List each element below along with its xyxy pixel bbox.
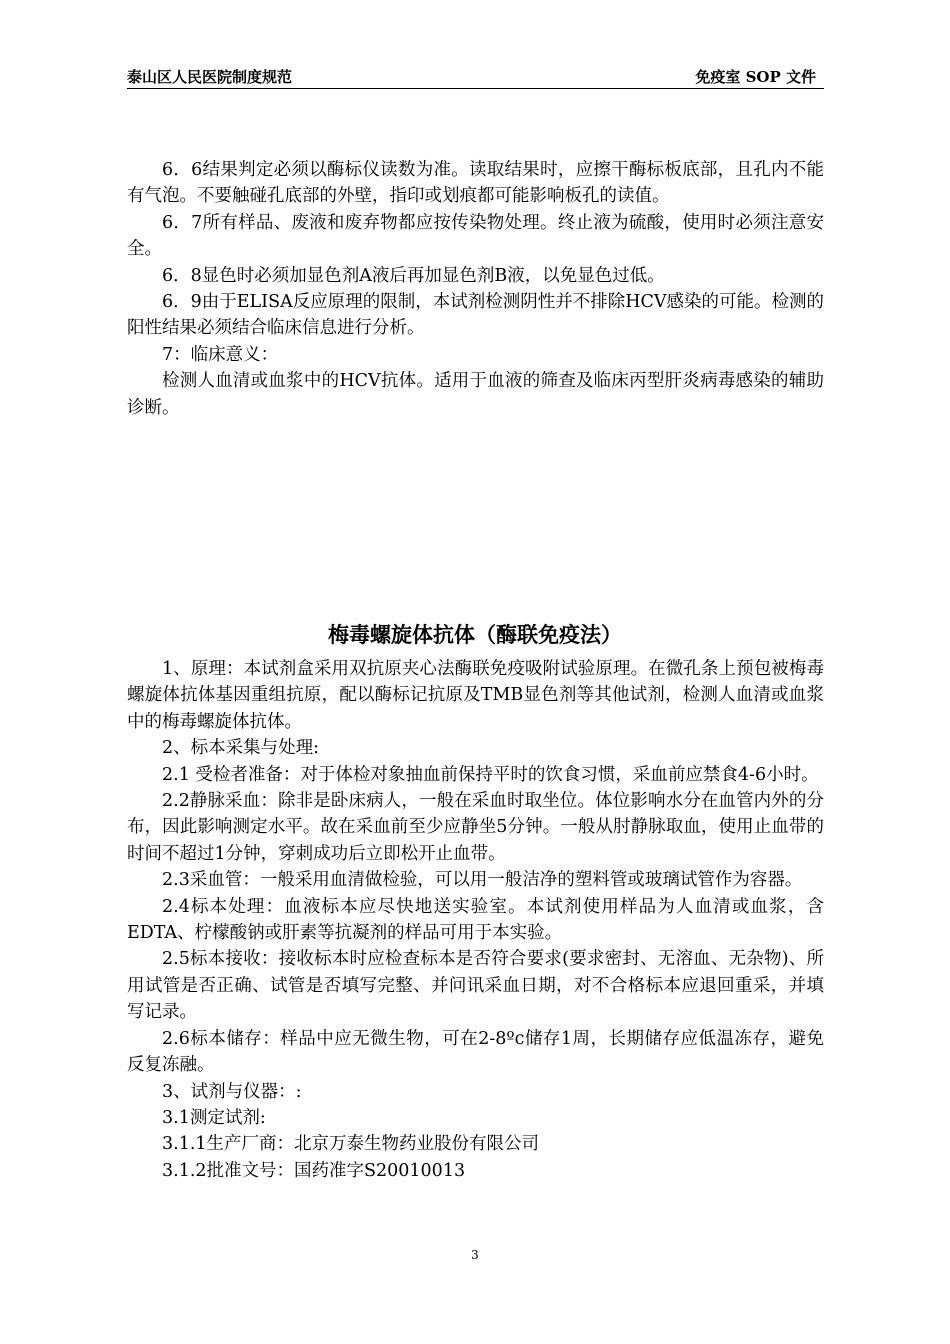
paragraph: 2.4标本处理：血液标本应尽快地送实验室。本试剂使用样品为人血清或血浆，含EDTA、柠檬酸钠或肝素等抗凝剂的样品可用于本实验。 bbox=[127, 896, 824, 944]
paragraph: 3.1.2批准文号：国药准字S20010013 bbox=[162, 1160, 466, 1181]
paragraph: 2、标本采集与处理: bbox=[162, 738, 320, 759]
section-title: 梅毒螺旋体抗体（酶联免疫法） bbox=[328, 623, 622, 647]
header-org-name: 泰山区人民医院制度规范 bbox=[127, 68, 293, 86]
paragraph: 3.1.1生产厂商：北京万泰生物药业股份有限公司 bbox=[162, 1134, 540, 1155]
paragraph: 6．9由于ELISA反应原理的限制，本试剂检测阴性并不排除HCV感染的可能。检测的阳性结果必须结合临床信息进行分析。 bbox=[127, 292, 824, 339]
paragraph: 6．7所有样品、废液和废弃物都应按传染物处理。终止液为硫酸，使用时必须注意安全。 bbox=[127, 212, 824, 260]
page-header bbox=[127, 64, 824, 89]
paragraph: 6．6结果判定必须以酶标仪读数为准。读取结果时，应擦干酶标板底部，且孔内不能有气泡。不要触碰孔底部的外壁，指印或划痕都可能影响板孔的读值。 bbox=[127, 160, 824, 207]
page-number: 3 bbox=[471, 1248, 479, 1262]
paragraph: 2.1 受检者准备：对于体检对象抽血前保持平时的饮食习惯，采血前应禁食4-6小时。 bbox=[162, 764, 819, 785]
paragraph: 6．8显色时必须加显色剂A液后再加显色剂B液，以免显色过低。 bbox=[162, 265, 665, 286]
paragraph: 7：临床意义： bbox=[162, 344, 279, 365]
paragraph: 1、原理：本试剂盒采用双抗原夹心法酶联免疫吸附试验原理。在微孔条上预包被梅毒螺旋体抗体基因重组抗原，配以酶标记抗原及TMB显色剂等其他试剂，检测人血清或血浆中的梅毒螺旋体抗体。 bbox=[127, 659, 824, 732]
paragraph: 3.1测定试剂: bbox=[162, 1107, 266, 1128]
paragraph: 2.5标本接收：接收标本时应检查标本是否符合要求(要求密封、无溶血、无杂物)、所用试管是否正确、试管是否填写完整、并问讯采血日期，对不合格标本应退回重采，并填写记录。 bbox=[127, 949, 824, 1023]
paragraph: 3、试剂与仪器：: bbox=[162, 1081, 302, 1102]
paragraph: 2.3采血管：一般采用血清做检验，可以用一般洁净的塑料管或玻璃试管作为容器。 bbox=[162, 870, 803, 891]
section-syphilis bbox=[127, 656, 824, 1184]
section-hcv-notes bbox=[127, 157, 824, 421]
paragraph: 2.2静脉采血：除非是卧床病人，一般在采血时取坐位。体位影响水分在血管内外的分布，因此影响测定水平。故在采血前至少应静坐5分钟。一般从肘静脉取血，使用止血带的时间不超过1分钟，穿刺成功后立即松开止血带。 bbox=[127, 791, 824, 864]
header-doc-type: 免疫室 SOP 文件 bbox=[695, 68, 816, 86]
paragraph: 检测人血清或血浆中的HCV抗体。适用于血液的筛查及临床丙型肝炎病毒感染的辅助诊断。 bbox=[127, 371, 824, 418]
paragraph: 2.6标本储存：样品中应无微生物，可在2-8ºc储存1周，长期储存应低温冻存，避免反复冻融。 bbox=[127, 1028, 824, 1076]
